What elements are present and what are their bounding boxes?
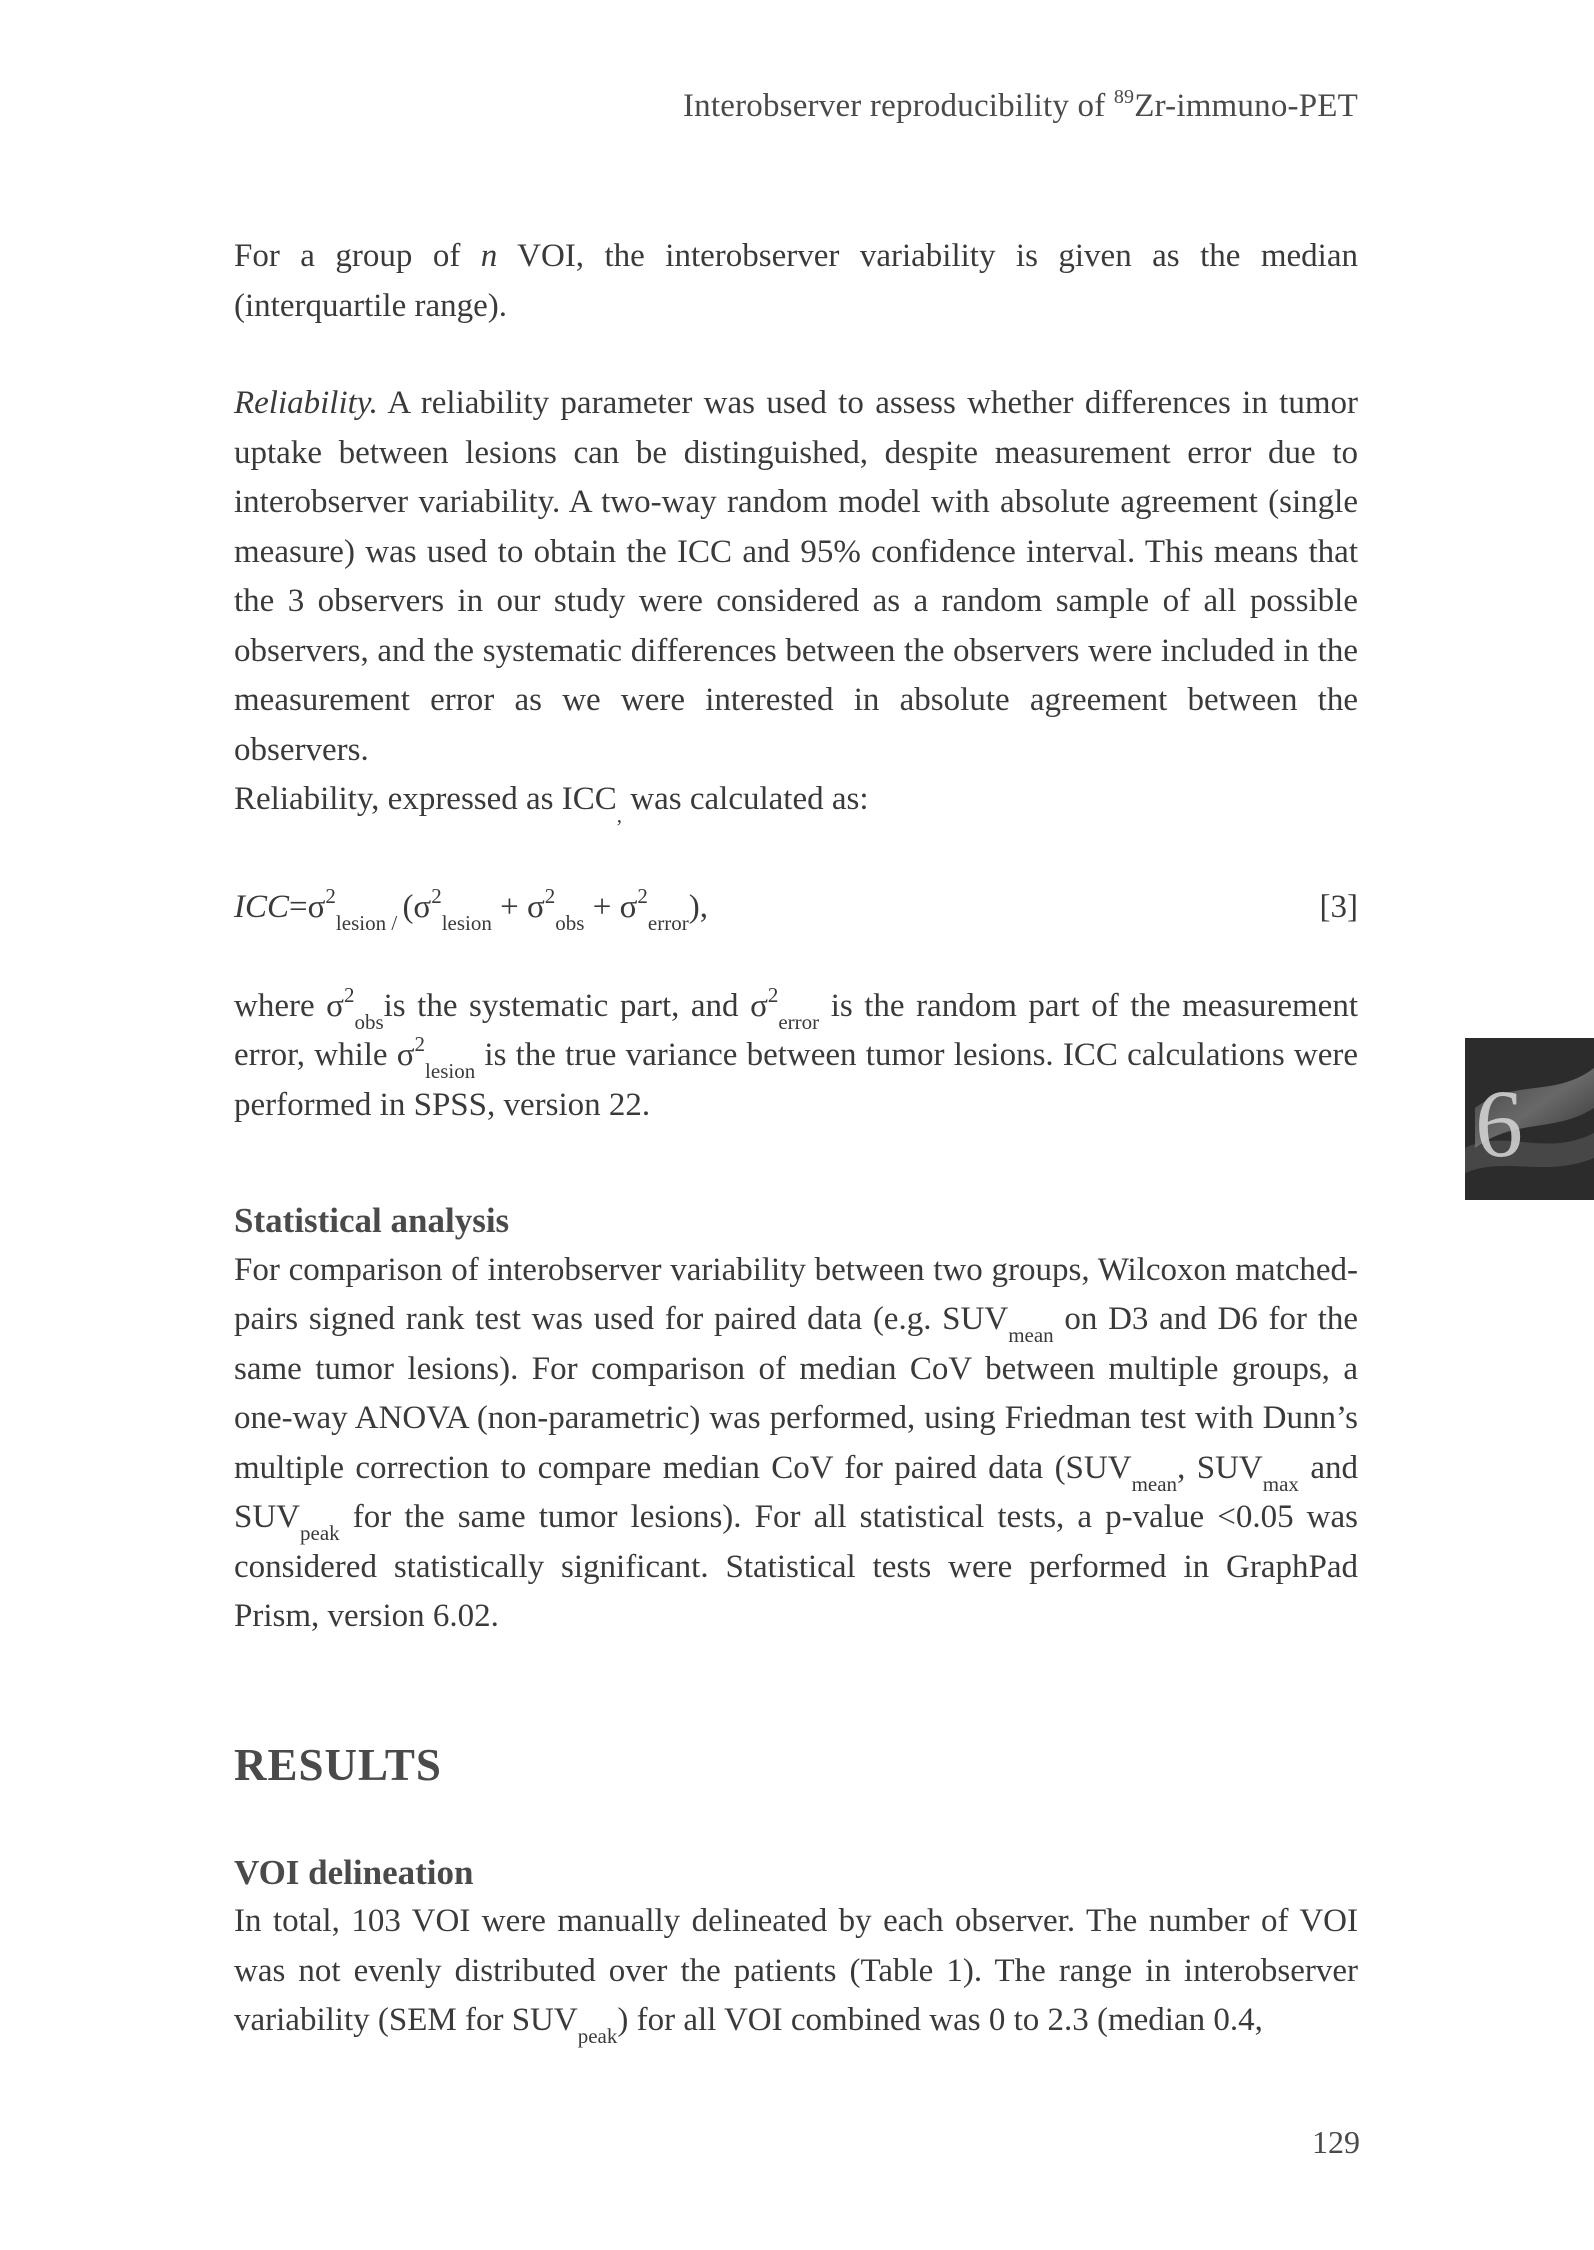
- paragraph-where: where $\sigma^2_{obs}is$ the systematic part, and $\sigma^2_{error}$ is the random part of the measurement error, while $\sigma^2_{lesion}$ is the true variance between tumor lesions. ICC calculations were performed in SPSS, version 22.: [234, 982, 1358, 1123]
- body-text: [234, 232, 1358, 2046]
- equation-icc: $ICC=\sigma^2_{lesion}$ $_/$ $(\sigma^2_{lesion} + \sigma^2_{obs} + \sigma^2_{error})$, [3]: [234, 883, 1358, 935]
- paragraph-icc-intro: Reliability, expressed as $ICC_,$ was calculated as:: [234, 781, 869, 827]
- running-header: Interobserver reproducibility of $^{89}$Zr-immuno-PET: [682, 86, 1358, 124]
- section-heading-statistical-analysis: Statistical analysis: [234, 1201, 510, 1240]
- paragraph-statistics: For comparison of interobserver variability between two groups, Wilcoxon matched-pairs signed rank test was used for paired data (e.g. $SUV_{mean}$ on D3 and D6 for the same tumor lesions). For comparison of median CoV between multiple groups, a one-way ANOVA (non-parametric) was performed, using Friedman test with Dunn’s multiple correction to compare median CoV for paired data ($SUV_{mean}$, $SUV_{max}$ and $SUV_{peak}$ for the same tumor lesions). For all statistical tests, a p-value <0.05 was considered statistically significant. Statistical tests were performed in GraphPad Prism, version 6.02.: [234, 1251, 1359, 1634]
- reliability-heading: Reliability.: [234, 385, 378, 421]
- paragraph-voi: In total, 103 VOI were manually delineated by each observer. The number of VOI was not evenly distributed over the patients (Table 1). The range in interobserver variability (SEM for $SUV_{peak}$) for all VOI combined was 0 to 2.3 (median 0.4,: [234, 1903, 1358, 2048]
- page-number: 129: [1312, 2124, 1360, 2160]
- equation-number: [3]: [1319, 888, 1358, 925]
- section-heading-voi-delineation: VOI delineation: [234, 1852, 474, 1892]
- chapter-thumb-tab: [1465, 1038, 1594, 1200]
- section-heading-results: RESULTS: [234, 1739, 442, 1790]
- paragraph-variability: For a group of n VOI, the interobserver variability is given as the median (interquartile range).: [234, 238, 1358, 324]
- chapter-number: 6: [1475, 1070, 1523, 1177]
- paragraph-reliability: Reliability. A reliability parameter was used to assess whether differences in tumor uptake between lesions can be distinguished, despite measurement error due to interobserver variability. A two-way random model with absolute agreement (single measure) was used to obtain the ICC and 95% confidence interval. This means that the 3 observers in our study were considered as a random sample of all possible observers, and the systematic differences between the observers were included in the measurement error as we were interested in absolute agreement between the observers.: [234, 385, 1358, 768]
